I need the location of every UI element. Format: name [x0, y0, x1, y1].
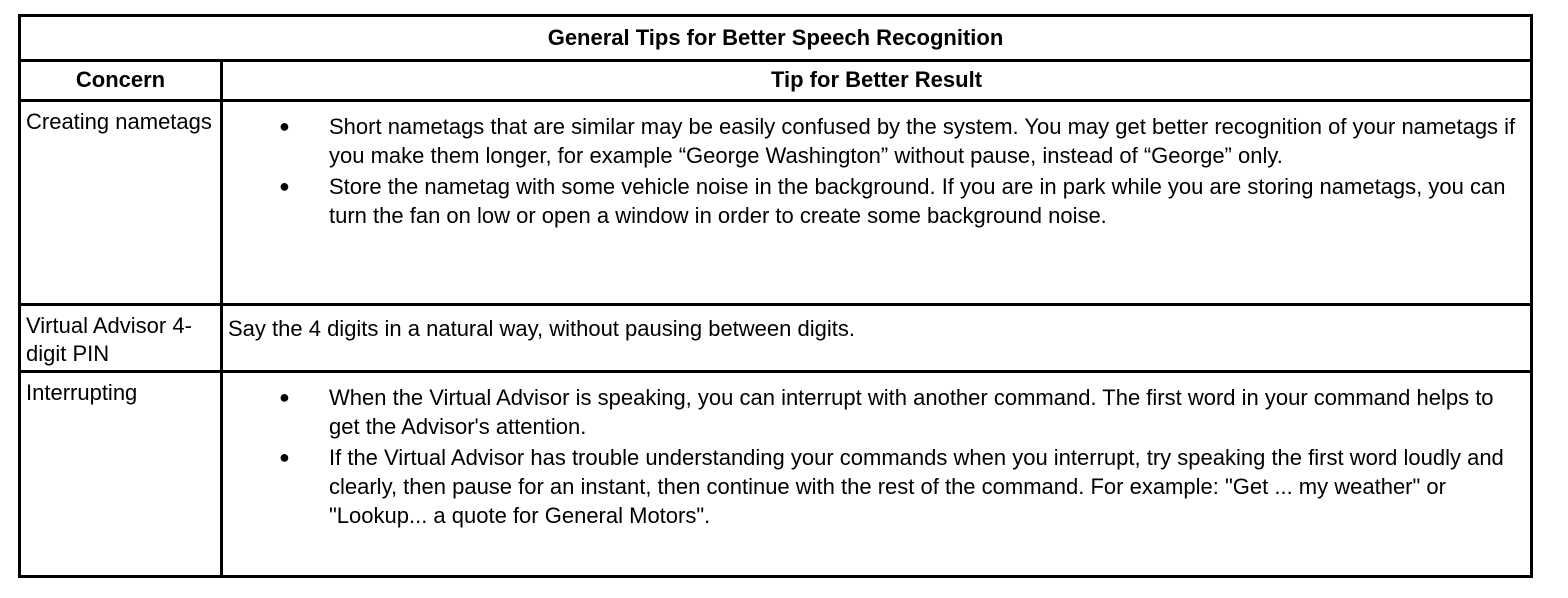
tip-cell [222, 372, 1532, 577]
bullet-icon: ● [279, 175, 290, 196]
bullet-icon: ● [279, 115, 290, 136]
bullet-icon: ● [279, 387, 290, 408]
concern-cell: Interrupting [20, 372, 222, 577]
concern-header: Concern [20, 60, 222, 100]
tip-item [223, 112, 1524, 170]
tip-item [223, 172, 1524, 230]
tip-list [223, 102, 1530, 230]
tip-item [223, 383, 1524, 441]
tip-text: When the Virtual Advisor is speaking, you can interrupt with another command. The first word in your command helps to get the Advisor's attention. [329, 385, 1494, 440]
table-row [20, 305, 1532, 372]
tip-cell [222, 305, 1532, 372]
table-title: General Tips for Better Speech Recognition [20, 16, 1532, 61]
concern-cell: Creating nametags [20, 100, 222, 305]
tip-text: Short nametags that are similar may be easily confused by the system. You may get better recognition of your nametags if you make them longer, for example “George Washington” without pause, instead of “George” only. [329, 113, 1516, 168]
table-row [20, 372, 1532, 577]
speech-tips-table [18, 14, 1533, 578]
tip-text: If the Virtual Advisor has trouble understanding your commands when you interrupt, try speaking the first word loudly and clearly, then pause for an instant, then continue with the rest of the command. For example: "Get ... my weather" or "Lookup... a quote for General Motors". [329, 445, 1504, 529]
tip-list [223, 373, 1530, 530]
tip-header: Tip for Better Result [222, 60, 1532, 100]
title-row [20, 16, 1532, 61]
table-row [20, 100, 1532, 305]
tip-text: Store the nametag with some vehicle noise in the background. If you are in park while you are storing nametags, you can turn the fan on low or open a window in order to create some background noise. [329, 173, 1506, 228]
tip-text: Say the 4 digits in a natural way, without pausing between digits. [228, 316, 855, 342]
concern-cell: Virtual Advisor 4-digit PIN [20, 305, 222, 372]
bullet-icon: ● [279, 447, 290, 468]
header-row [20, 60, 1532, 100]
tip-item [223, 443, 1524, 530]
tip-cell [222, 100, 1532, 305]
